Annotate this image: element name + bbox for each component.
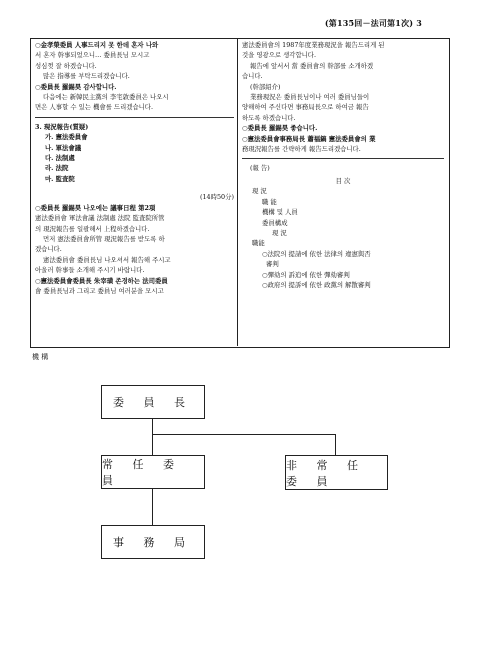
right-para-2: 報告에 앞서서 當 委員會의 幹部를 소개하겠	[250, 61, 374, 70]
column-divider	[237, 38, 238, 346]
toc-item: 機構 및 人員	[262, 208, 298, 217]
section-rule	[242, 158, 444, 159]
agenda-item: 다. 法制處	[45, 154, 75, 163]
toc-heading: 職能	[252, 239, 265, 248]
left-para-b6: 아울러 幹事들 소개해 주시기 바랍니다.	[35, 266, 145, 275]
left-para-b8: 會 委員長님과 그리고 委員님 여러분을 모시고	[35, 286, 164, 295]
right-para-1: 것을 영광으로 생각합니다.	[242, 51, 317, 60]
toc-heading: 現 況	[252, 187, 267, 196]
left-para-6: 면은 人事할 수 있는 機會를 드리겠습니다.	[35, 103, 154, 112]
left-para-b2: 의 現況報告를 일괄해서 上程하겠습니다.	[35, 224, 150, 233]
toc-heading: 現 況	[272, 228, 287, 237]
connector-line	[152, 487, 153, 525]
agenda-item: 마. 監査院	[45, 174, 75, 183]
section-rule	[35, 117, 234, 118]
left-para-1: 서 혼자 幹事되었으니… 委員長님 모시고	[35, 51, 150, 60]
report-label: (報 告)	[250, 164, 270, 173]
connector-line	[152, 417, 153, 434]
right-para-4: (幹部紹介)	[250, 82, 281, 91]
left-para-4: ○委員長 羅錫昊 감사합니다.	[35, 82, 117, 91]
toc-item: ○政府의 提訴에 依한 政黨의 解散審判	[262, 280, 371, 289]
left-para-b7: ○憲法委員會委員長 朱宰璜 존경하는 法司委員	[35, 276, 168, 285]
toc-item: 審判	[266, 260, 279, 269]
connector-line	[152, 434, 153, 455]
left-column	[35, 40, 234, 296]
agenda-title: 3. 現況報告(質疑)	[35, 122, 89, 131]
left-para-3: 많은 指導를 부탁드리겠습니다.	[43, 72, 130, 81]
right-para-10: 務現況報告를 간략하게 報告드리겠습니다.	[242, 145, 361, 154]
right-para-5: 業務現況은 委員長님이나 여러 委員님들이	[250, 93, 370, 102]
left-para-b0: ○委員長 羅錫昊 나오에는 議事日程 第2項	[35, 203, 156, 212]
standing-member-box: 常 任 委 員	[101, 455, 205, 489]
right-para-0: 憲法委員會의 1987年度業務現況을 報告드리게 된	[242, 41, 385, 49]
left-para-b1: 憲法委員會 軍法會議 法制處 法院 監査院所管	[35, 214, 165, 223]
right-column	[242, 40, 444, 290]
right-para-6: 양해하여 주신다면 事務局長으로 하여금 報告	[242, 103, 369, 112]
toc-item: 委員構成	[262, 218, 288, 227]
left-para-b5: 憲法委員會 委員長님 나오셔서 報告해 주시고	[43, 255, 171, 264]
agenda-item: 라. 法院	[45, 164, 69, 173]
chairman-box: 委 員 長	[101, 385, 205, 419]
left-para-5: 다음에는 新韓民主黨의 李宅敦委員은 나오시	[43, 93, 169, 102]
right-para-3: 습니다.	[242, 72, 263, 81]
toc-item: ○法院의 提請에 依한 法律의 違憲與否	[262, 249, 371, 258]
left-para-b3: 먼저 憲法委員會所管 現況報告를 받도록 하	[43, 234, 165, 243]
left-para-0: ○金孝榮委員 人事드리지 못 한데 혼자 나와	[35, 41, 159, 49]
toc-title: 目 次	[335, 176, 351, 185]
right-para-9: ○憲法委員會事務局長 蕭福鎬 憲法委員會의 業	[242, 134, 376, 143]
left-para-b4: 겠습니다.	[35, 245, 62, 254]
nonstanding-member-box: 非 常 任 委 員	[285, 455, 388, 490]
agenda-item: 나. 軍法會議	[45, 143, 82, 152]
connector-line	[335, 434, 336, 455]
connector-line	[152, 434, 336, 435]
secretariat-box: 事 務 局	[101, 525, 205, 559]
left-para-2: 성심껏 잘 하겠습니다.	[35, 61, 97, 70]
page-header: (第135回－法司第1次) 3	[324, 18, 422, 28]
right-para-8: ○委員長 羅錫昊 좋습니다.	[242, 124, 318, 133]
session-time: (14時50分)	[199, 193, 234, 202]
diagram-caption: 機 構	[32, 353, 49, 361]
toc-item: 職 能	[262, 197, 277, 206]
agenda-item: 가. 憲法委員會	[45, 133, 88, 142]
right-para-7: 하도록 하겠습니다.	[242, 113, 296, 122]
toc-item: ○彈劾의 訴追에 依한 彈劾審判	[262, 270, 350, 279]
